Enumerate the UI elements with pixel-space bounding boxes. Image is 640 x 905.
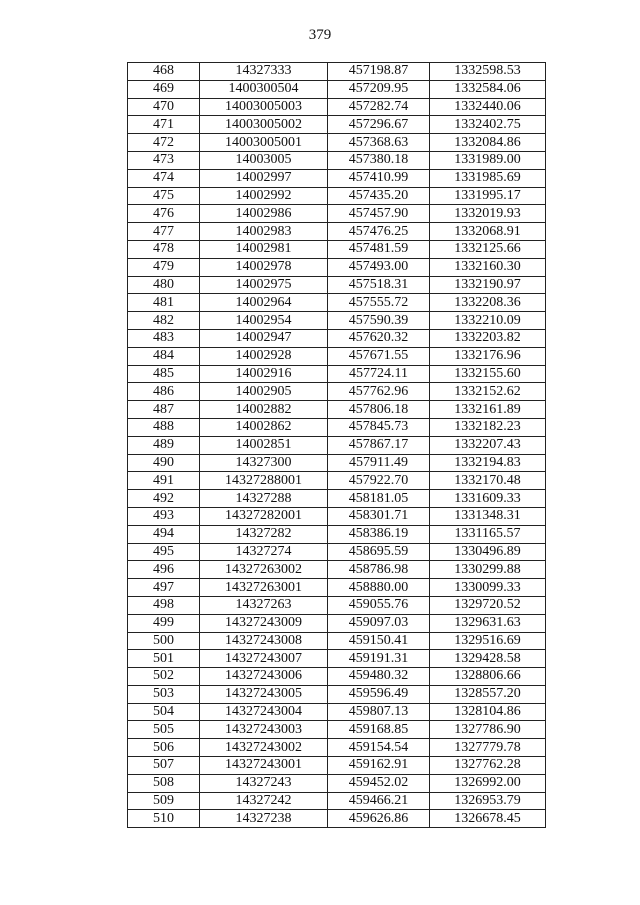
x-coordinate-cell: 458695.59	[328, 543, 430, 561]
point-id-cell: 14002986	[200, 205, 328, 223]
table-row	[128, 365, 546, 383]
row-number-cell: 473	[128, 151, 200, 169]
point-id-cell: 14327288	[200, 490, 328, 508]
table-row	[128, 490, 546, 508]
row-number-cell: 506	[128, 739, 200, 757]
table-body	[128, 63, 546, 828]
y-coordinate-cell: 1332210.09	[430, 312, 546, 330]
x-coordinate-cell: 457922.70	[328, 472, 430, 490]
y-coordinate-cell: 1330496.89	[430, 543, 546, 561]
point-id-cell: 14003005001	[200, 134, 328, 152]
table-row	[128, 151, 546, 169]
x-coordinate-cell: 459162.91	[328, 757, 430, 775]
point-id-cell: 14327282	[200, 525, 328, 543]
x-coordinate-cell: 458880.00	[328, 579, 430, 597]
y-coordinate-cell: 1327762.28	[430, 757, 546, 775]
x-coordinate-cell: 457198.87	[328, 63, 430, 81]
x-coordinate-cell: 457724.11	[328, 365, 430, 383]
y-coordinate-cell: 1332190.97	[430, 276, 546, 294]
row-number-cell: 475	[128, 187, 200, 205]
row-number-cell: 510	[128, 810, 200, 828]
row-number-cell: 499	[128, 614, 200, 632]
y-coordinate-cell: 1330299.88	[430, 561, 546, 579]
y-coordinate-cell: 1327786.90	[430, 721, 546, 739]
y-coordinate-cell: 1329516.69	[430, 632, 546, 650]
x-coordinate-cell: 457493.00	[328, 258, 430, 276]
y-coordinate-cell: 1329631.63	[430, 614, 546, 632]
row-number-cell: 501	[128, 650, 200, 668]
table-row	[128, 721, 546, 739]
table-row	[128, 792, 546, 810]
y-coordinate-cell: 1332170.48	[430, 472, 546, 490]
row-number-cell: 493	[128, 507, 200, 525]
x-coordinate-cell: 459150.41	[328, 632, 430, 650]
row-number-cell: 486	[128, 383, 200, 401]
y-coordinate-cell: 1332152.62	[430, 383, 546, 401]
x-coordinate-cell: 457457.90	[328, 205, 430, 223]
y-coordinate-cell: 1332208.36	[430, 294, 546, 312]
point-id-cell: 14327288001	[200, 472, 328, 490]
row-number-cell: 472	[128, 134, 200, 152]
point-id-cell: 14327263	[200, 596, 328, 614]
table-row	[128, 454, 546, 472]
x-coordinate-cell: 458181.05	[328, 490, 430, 508]
point-id-cell: 14002978	[200, 258, 328, 276]
row-number-cell: 481	[128, 294, 200, 312]
x-coordinate-cell: 457762.96	[328, 383, 430, 401]
table-row	[128, 418, 546, 436]
y-coordinate-cell: 1332125.66	[430, 240, 546, 258]
x-coordinate-cell: 459154.54	[328, 739, 430, 757]
row-number-cell: 495	[128, 543, 200, 561]
point-id-cell: 14002905	[200, 383, 328, 401]
x-coordinate-cell: 458786.98	[328, 561, 430, 579]
y-coordinate-cell: 1331989.00	[430, 151, 546, 169]
row-number-cell: 488	[128, 418, 200, 436]
row-number-cell: 491	[128, 472, 200, 490]
y-coordinate-cell: 1331165.57	[430, 525, 546, 543]
x-coordinate-cell: 459452.02	[328, 774, 430, 792]
table-row	[128, 685, 546, 703]
table-row	[128, 632, 546, 650]
point-id-cell: 14327300	[200, 454, 328, 472]
point-id-cell: 14002851	[200, 436, 328, 454]
point-id-cell: 14327243008	[200, 632, 328, 650]
point-id-cell: 14327238	[200, 810, 328, 828]
y-coordinate-cell: 1332182.23	[430, 418, 546, 436]
row-number-cell: 494	[128, 525, 200, 543]
row-number-cell: 509	[128, 792, 200, 810]
row-number-cell: 478	[128, 240, 200, 258]
point-id-cell: 14327263001	[200, 579, 328, 597]
x-coordinate-cell: 457590.39	[328, 312, 430, 330]
x-coordinate-cell: 459466.21	[328, 792, 430, 810]
row-number-cell: 507	[128, 757, 200, 775]
table-row	[128, 436, 546, 454]
y-coordinate-cell: 1332207.43	[430, 436, 546, 454]
y-coordinate-cell: 1326992.00	[430, 774, 546, 792]
y-coordinate-cell: 1331995.17	[430, 187, 546, 205]
table-row	[128, 383, 546, 401]
table-row	[128, 116, 546, 134]
x-coordinate-cell: 457282.74	[328, 98, 430, 116]
table-row	[128, 63, 546, 81]
x-coordinate-cell: 458386.19	[328, 525, 430, 543]
row-number-cell: 498	[128, 596, 200, 614]
row-number-cell: 490	[128, 454, 200, 472]
table-row	[128, 596, 546, 614]
point-id-cell: 14002981	[200, 240, 328, 258]
point-id-cell: 14002916	[200, 365, 328, 383]
y-coordinate-cell: 1329428.58	[430, 650, 546, 668]
table-row	[128, 472, 546, 490]
row-number-cell: 502	[128, 668, 200, 686]
point-id-cell: 14002862	[200, 418, 328, 436]
row-number-cell: 500	[128, 632, 200, 650]
point-id-cell: 14003005	[200, 151, 328, 169]
y-coordinate-cell: 1332203.82	[430, 329, 546, 347]
x-coordinate-cell: 459480.32	[328, 668, 430, 686]
row-number-cell: 480	[128, 276, 200, 294]
point-id-cell: 14002882	[200, 401, 328, 419]
table-row	[128, 614, 546, 632]
table-row	[128, 347, 546, 365]
table-row	[128, 810, 546, 828]
x-coordinate-cell: 457296.67	[328, 116, 430, 134]
row-number-cell: 474	[128, 169, 200, 187]
table-row	[128, 525, 546, 543]
x-coordinate-cell: 459055.76	[328, 596, 430, 614]
table-row	[128, 757, 546, 775]
point-id-cell: 14002997	[200, 169, 328, 187]
row-number-cell: 485	[128, 365, 200, 383]
x-coordinate-cell: 457911.49	[328, 454, 430, 472]
row-number-cell: 469	[128, 80, 200, 98]
y-coordinate-cell: 1332598.53	[430, 63, 546, 81]
y-coordinate-cell: 1329720.52	[430, 596, 546, 614]
row-number-cell: 487	[128, 401, 200, 419]
x-coordinate-cell: 457671.55	[328, 347, 430, 365]
row-number-cell: 476	[128, 205, 200, 223]
point-id-cell: 14002983	[200, 223, 328, 241]
x-coordinate-cell: 457867.17	[328, 436, 430, 454]
x-coordinate-cell: 457476.25	[328, 223, 430, 241]
row-number-cell: 497	[128, 579, 200, 597]
point-id-cell: 14002947	[200, 329, 328, 347]
row-number-cell: 483	[128, 329, 200, 347]
y-coordinate-cell: 1332155.60	[430, 365, 546, 383]
row-number-cell: 468	[128, 63, 200, 81]
point-id-cell: 14003005003	[200, 98, 328, 116]
row-number-cell: 504	[128, 703, 200, 721]
point-id-cell: 14327274	[200, 543, 328, 561]
table-row	[128, 240, 546, 258]
x-coordinate-cell: 457518.31	[328, 276, 430, 294]
row-number-cell: 471	[128, 116, 200, 134]
y-coordinate-cell: 1328557.20	[430, 685, 546, 703]
y-coordinate-cell: 1332402.75	[430, 116, 546, 134]
point-id-cell: 14002954	[200, 312, 328, 330]
point-id-cell: 14327282001	[200, 507, 328, 525]
x-coordinate-cell: 458301.71	[328, 507, 430, 525]
y-coordinate-cell: 1326678.45	[430, 810, 546, 828]
table-row	[128, 98, 546, 116]
y-coordinate-cell: 1332068.91	[430, 223, 546, 241]
y-coordinate-cell: 1332584.06	[430, 80, 546, 98]
x-coordinate-cell: 457481.59	[328, 240, 430, 258]
row-number-cell: 484	[128, 347, 200, 365]
y-coordinate-cell: 1331985.69	[430, 169, 546, 187]
y-coordinate-cell: 1332084.86	[430, 134, 546, 152]
row-number-cell: 470	[128, 98, 200, 116]
x-coordinate-cell: 457368.63	[328, 134, 430, 152]
table-row	[128, 187, 546, 205]
y-coordinate-cell: 1332176.96	[430, 347, 546, 365]
y-coordinate-cell: 1332160.30	[430, 258, 546, 276]
y-coordinate-cell: 1326953.79	[430, 792, 546, 810]
point-id-cell: 14002992	[200, 187, 328, 205]
table-row	[128, 561, 546, 579]
y-coordinate-cell: 1332440.06	[430, 98, 546, 116]
point-id-cell: 14002975	[200, 276, 328, 294]
table-row	[128, 650, 546, 668]
point-id-cell: 14327243007	[200, 650, 328, 668]
coordinates-table	[127, 62, 546, 828]
table-row	[128, 668, 546, 686]
point-id-cell: 14327243005	[200, 685, 328, 703]
point-id-cell: 14327242	[200, 792, 328, 810]
row-number-cell: 492	[128, 490, 200, 508]
point-id-cell: 14327243003	[200, 721, 328, 739]
x-coordinate-cell: 457620.32	[328, 329, 430, 347]
point-id-cell: 14003005002	[200, 116, 328, 134]
row-number-cell: 479	[128, 258, 200, 276]
y-coordinate-cell: 1331348.31	[430, 507, 546, 525]
row-number-cell: 489	[128, 436, 200, 454]
x-coordinate-cell: 459626.86	[328, 810, 430, 828]
point-id-cell: 14327333	[200, 63, 328, 81]
x-coordinate-cell: 457410.99	[328, 169, 430, 187]
x-coordinate-cell: 457380.18	[328, 151, 430, 169]
table-row	[128, 703, 546, 721]
table-row	[128, 223, 546, 241]
table-row	[128, 80, 546, 98]
table-row	[128, 543, 546, 561]
y-coordinate-cell: 1328806.66	[430, 668, 546, 686]
point-id-cell: 14327243	[200, 774, 328, 792]
point-id-cell: 14327243001	[200, 757, 328, 775]
y-coordinate-cell: 1328104.86	[430, 703, 546, 721]
table-row	[128, 169, 546, 187]
row-number-cell: 503	[128, 685, 200, 703]
row-number-cell: 508	[128, 774, 200, 792]
row-number-cell: 477	[128, 223, 200, 241]
x-coordinate-cell: 459097.03	[328, 614, 430, 632]
table-row	[128, 401, 546, 419]
x-coordinate-cell: 459191.31	[328, 650, 430, 668]
point-id-cell: 14002928	[200, 347, 328, 365]
point-id-cell: 14327243006	[200, 668, 328, 686]
table-row	[128, 739, 546, 757]
point-id-cell: 14002964	[200, 294, 328, 312]
table-row	[128, 294, 546, 312]
table-row	[128, 276, 546, 294]
y-coordinate-cell: 1331609.33	[430, 490, 546, 508]
table-row	[128, 205, 546, 223]
row-number-cell: 496	[128, 561, 200, 579]
point-id-cell: 14327263002	[200, 561, 328, 579]
y-coordinate-cell: 1330099.33	[430, 579, 546, 597]
table-row	[128, 774, 546, 792]
x-coordinate-cell: 459807.13	[328, 703, 430, 721]
row-number-cell: 482	[128, 312, 200, 330]
table-row	[128, 312, 546, 330]
table-row	[128, 579, 546, 597]
point-id-cell: 1400300504	[200, 80, 328, 98]
x-coordinate-cell: 457555.72	[328, 294, 430, 312]
y-coordinate-cell: 1332161.89	[430, 401, 546, 419]
x-coordinate-cell: 457806.18	[328, 401, 430, 419]
row-number-cell: 505	[128, 721, 200, 739]
point-id-cell: 14327243002	[200, 739, 328, 757]
x-coordinate-cell: 457845.73	[328, 418, 430, 436]
x-coordinate-cell: 457435.20	[328, 187, 430, 205]
y-coordinate-cell: 1332194.83	[430, 454, 546, 472]
table-row	[128, 507, 546, 525]
point-id-cell: 14327243004	[200, 703, 328, 721]
table-row	[128, 258, 546, 276]
table-row	[128, 329, 546, 347]
point-id-cell: 14327243009	[200, 614, 328, 632]
table-row	[128, 134, 546, 152]
x-coordinate-cell: 459168.85	[328, 721, 430, 739]
y-coordinate-cell: 1327779.78	[430, 739, 546, 757]
x-coordinate-cell: 459596.49	[328, 685, 430, 703]
y-coordinate-cell: 1332019.93	[430, 205, 546, 223]
x-coordinate-cell: 457209.95	[328, 80, 430, 98]
page-number: 379	[308, 27, 332, 43]
